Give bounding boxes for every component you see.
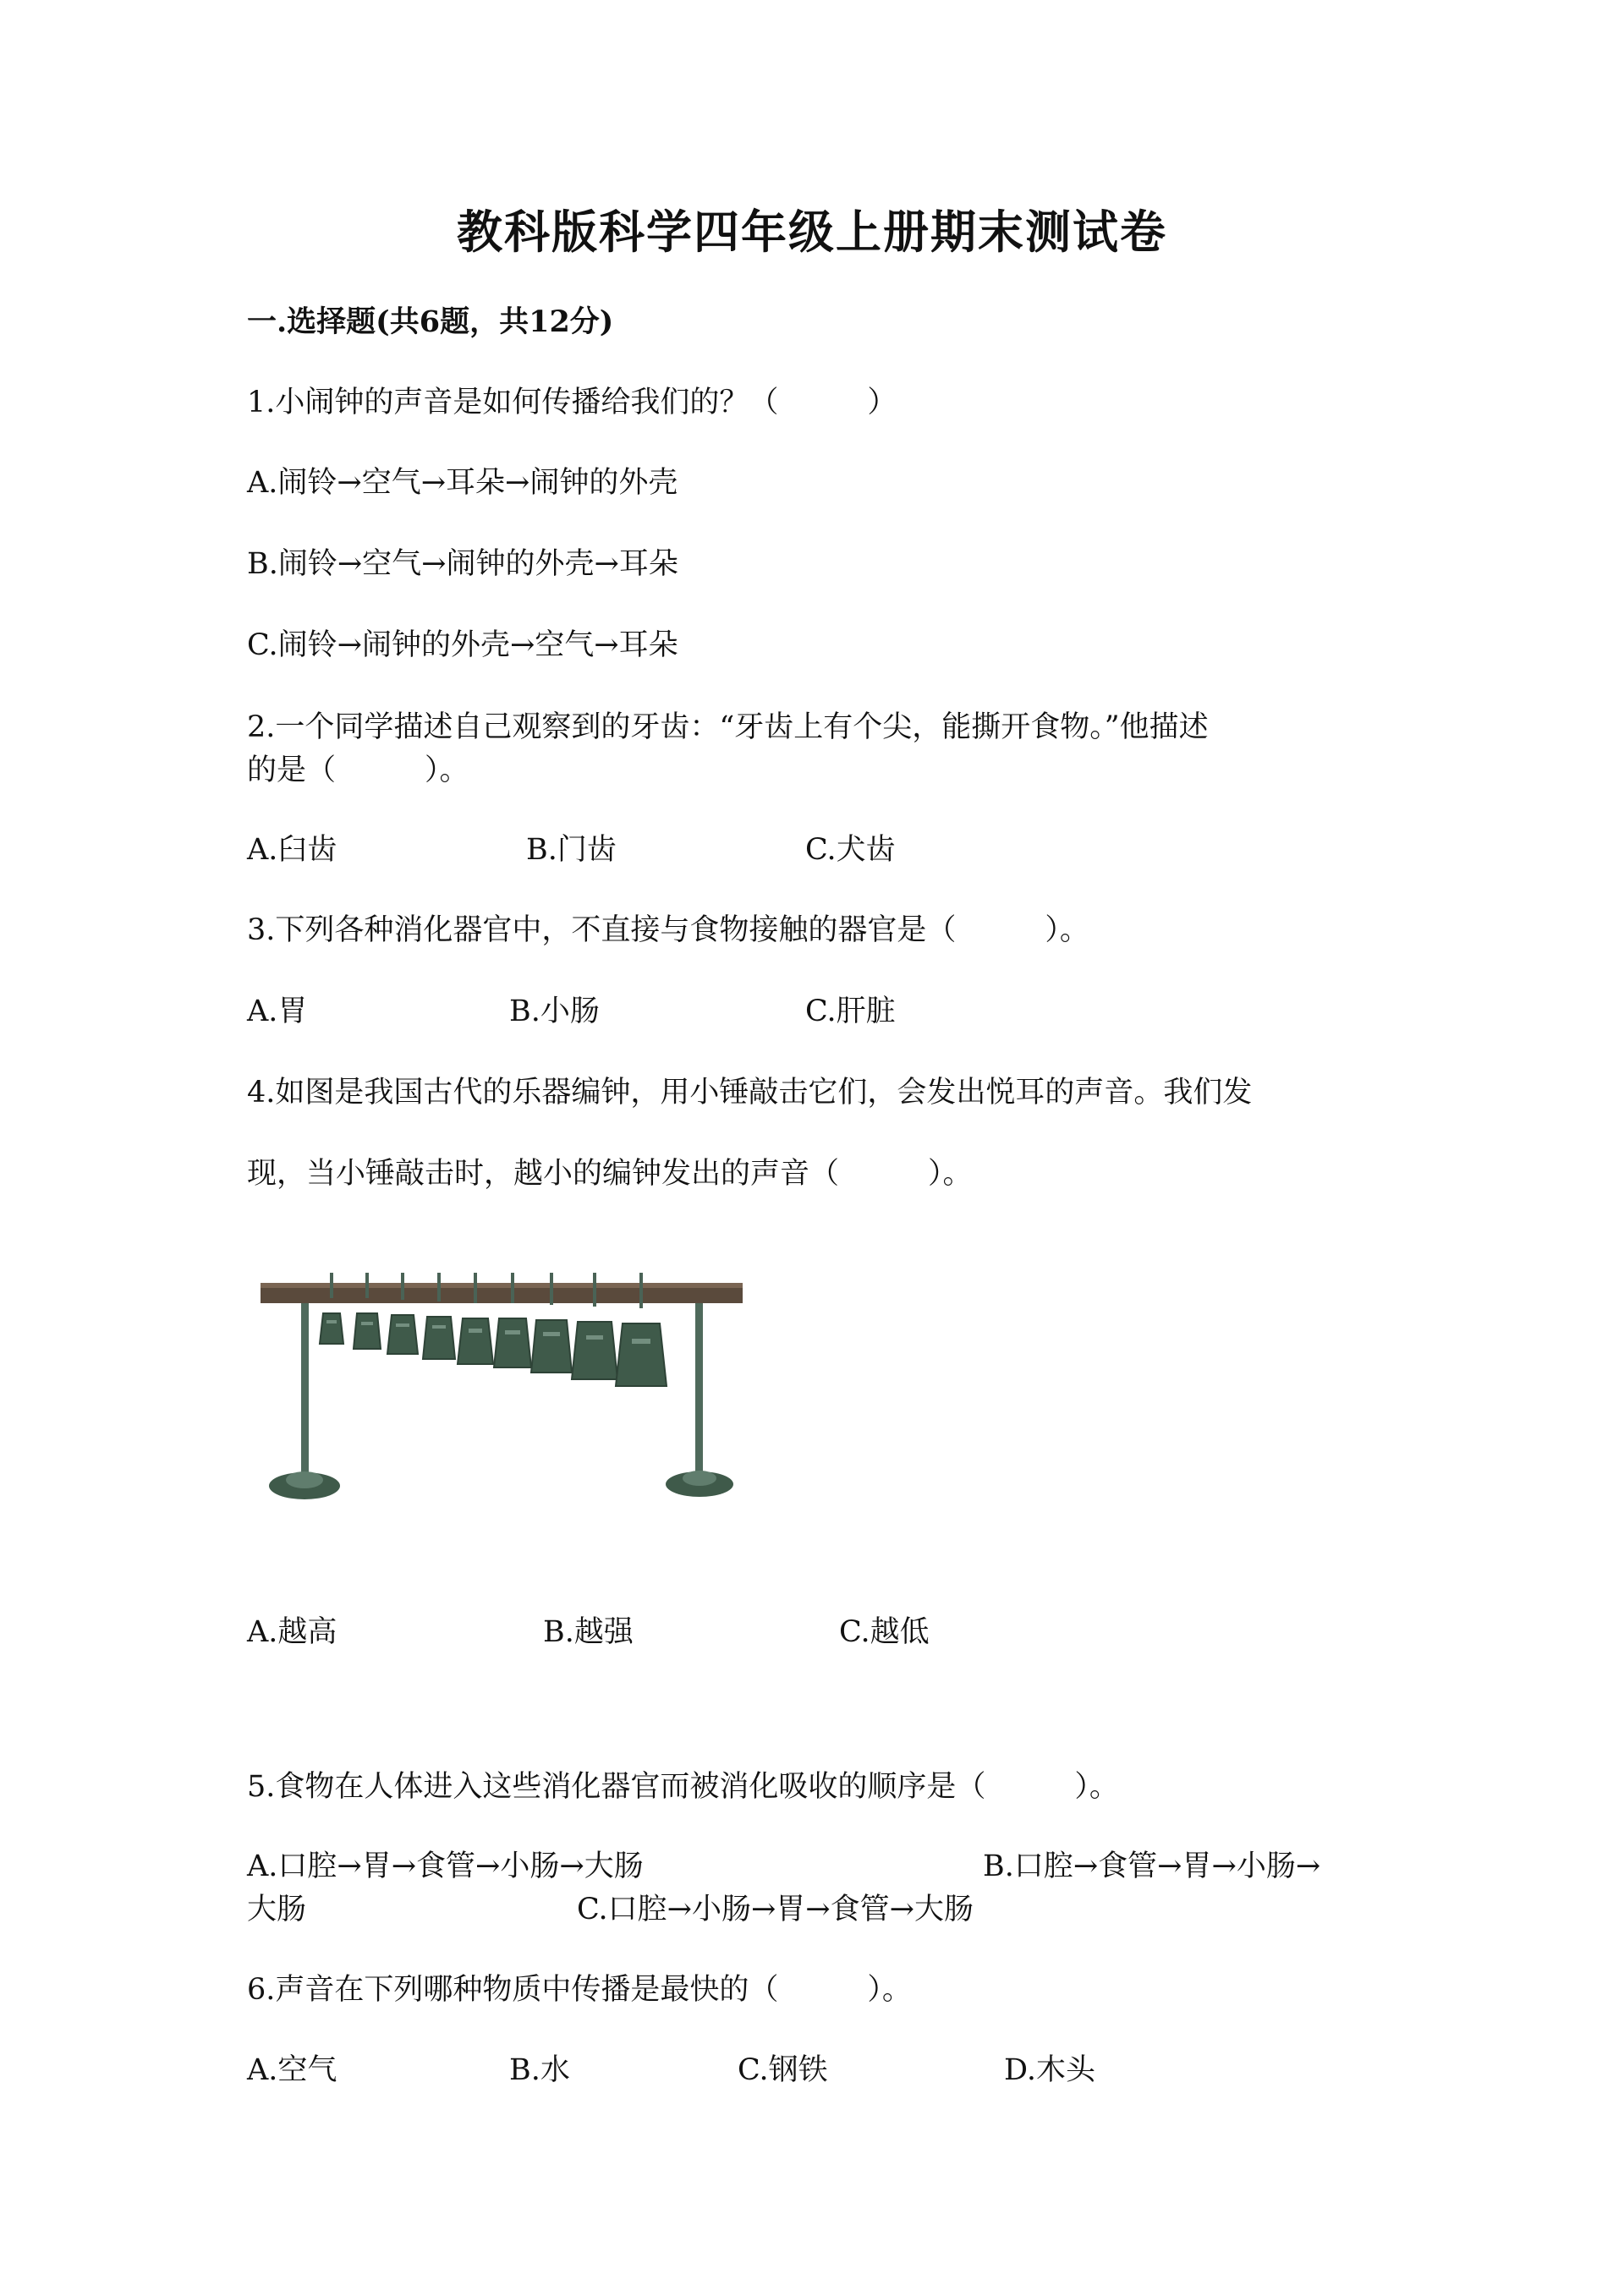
question-2-option-b[interactable]: B.门齿	[526, 833, 617, 867]
bell-1	[320, 1313, 343, 1344]
question-1-stem: 1.小闹钟的声音是如何传播给我们的？（ ）	[247, 386, 897, 419]
question-4-stem-line1: 4.如图是我国古代的乐器编钟，用小锤敲击它们，会发出悦耳的声音。我们发	[247, 1076, 1253, 1110]
bell-7	[531, 1320, 572, 1373]
bell-frame-post-left	[301, 1303, 309, 1477]
bell-9	[616, 1323, 667, 1386]
question-3-stem: 3.下列各种消化器官中，不直接与食物接触的器官是（ ）。	[247, 913, 1089, 947]
question-4-option-c[interactable]: C.越低	[839, 1615, 930, 1649]
question-6-option-c[interactable]: C.钢铁	[738, 2053, 828, 2087]
page-title: 教科版科学四年级上册期末测试卷	[457, 205, 1167, 259]
question-2-option-c[interactable]: C.犬齿	[805, 833, 896, 867]
question-6-option-d[interactable]: D.木头	[1004, 2053, 1095, 2087]
question-4-options	[247, 1610, 1431, 1654]
bell-6	[494, 1318, 531, 1367]
question-4-option-a[interactable]: A.越高	[247, 1615, 337, 1649]
bianzhong-bells-image	[254, 1264, 749, 1518]
bell-5	[458, 1318, 493, 1364]
bell-3	[387, 1315, 418, 1354]
question-6-stem: 6.声音在下列哪种物质中传播是最快的（ ）。	[247, 1973, 912, 2007]
question-2-option-a[interactable]: A.臼齿	[247, 833, 337, 867]
question-5-option-b[interactable]: B.口腔→食管→胃→小肠→	[983, 1849, 1321, 1883]
question-1-option-b[interactable]: B.闹铃→空气→闹钟的外壳→耳朵	[247, 547, 678, 581]
question-4-stem-line2: 现，当小锤敲击时，越小的编钟发出的声音（ ）。	[247, 1157, 973, 1191]
question-6-option-b[interactable]: B.水	[509, 2053, 570, 2087]
question-1-option-a[interactable]: A.闹铃→空气→耳朵→闹钟的外壳	[247, 466, 678, 500]
question-2-stem-line1: 2.一个同学描述自己观察到的牙齿：“牙齿上有个尖，能撕开食物。”他描述	[247, 710, 1209, 744]
section-heading: 一.选择题(共6题，共12分)	[247, 304, 614, 339]
question-2-options	[247, 828, 1431, 872]
question-5-option-c[interactable]: C.口腔→小肠→胃→食管→大肠	[577, 1893, 974, 1926]
question-3-option-c[interactable]: C.肝脏	[805, 995, 896, 1028]
bell-frame-post-right	[695, 1303, 703, 1477]
bell-8	[572, 1322, 617, 1379]
question-5-option-a[interactable]: A.口腔→胃→食管→小肠→大肠	[247, 1849, 644, 1883]
question-5-stem: 5.食物在人体进入这些消化器官而被消化吸收的顺序是（ ）。	[247, 1770, 1119, 1804]
bell-4	[423, 1317, 455, 1359]
question-3-option-b[interactable]: B.小肠	[509, 995, 600, 1028]
question-3-option-a[interactable]: A.胃	[247, 995, 308, 1028]
question-6-option-a[interactable]: A.空气	[247, 2053, 337, 2087]
question-5-option-b-continued[interactable]: 大肠	[247, 1893, 307, 1926]
question-5-options-row1	[247, 1844, 1431, 1888]
question-1-option-c[interactable]: C.闹铃→闹钟的外壳→空气→耳朵	[247, 628, 678, 662]
bell-2	[354, 1313, 381, 1349]
question-5-options-row2	[247, 1888, 1431, 1932]
question-6-options	[247, 2048, 1431, 2092]
question-2-stem-line2: 的是（ ）。	[247, 753, 469, 787]
question-4-option-b[interactable]: B.越强	[543, 1615, 634, 1649]
question-3-options	[247, 989, 1431, 1033]
